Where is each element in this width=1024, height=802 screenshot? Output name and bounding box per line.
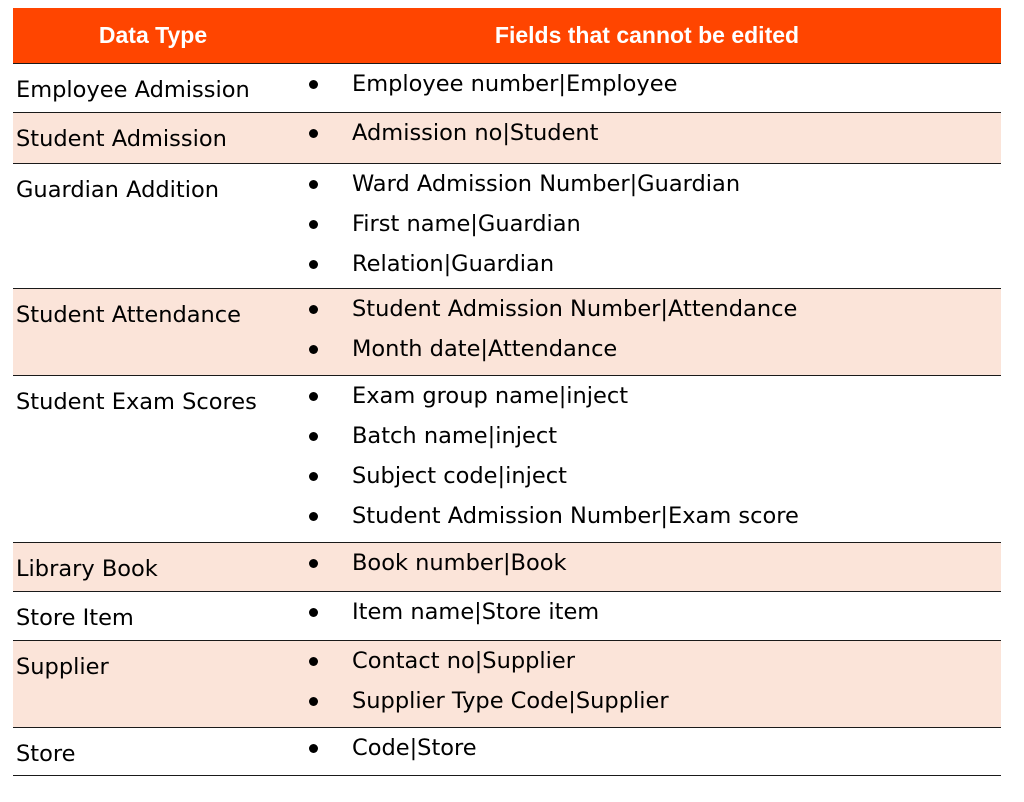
data-type-cell: Supplier [16,654,109,680]
fields-cell [293,64,1001,112]
field-list-item [293,164,1001,204]
field-list-item [293,376,1001,416]
field-name: Month date|Attendance [352,336,618,362]
field-list-item [293,329,1001,369]
bullet-icon [309,180,318,189]
table-row [13,113,1001,164]
bullet-icon [309,432,318,441]
field-list-item [293,64,1001,104]
table-row [13,641,1001,728]
bullet-icon [309,472,318,481]
bullet-icon [309,608,318,617]
bullet-icon [309,220,318,229]
bullet-icon [309,260,318,269]
data-type-cell: Student Admission [16,126,227,152]
bullet-icon [309,345,318,354]
fields-cell [293,592,1001,640]
field-name: Exam group name|inject [352,383,629,409]
field-name: Batch name|inject [352,423,558,449]
bullet-icon [309,697,318,706]
field-name: Employee number|Employee [352,71,678,97]
fields-table [13,8,1001,776]
fields-cell [293,728,1001,775]
field-name: Student Admission Number|Exam score [352,503,799,529]
bullet-icon [309,129,318,138]
fields-cell [293,113,1001,163]
field-name: Book number|Book [352,550,567,576]
fields-cell [293,376,1001,542]
field-name: Admission no|Student [352,120,599,146]
data-type-cell: Student Attendance [16,302,242,328]
table-header [13,8,1001,64]
table-row [13,376,1001,543]
field-list-item [293,592,1001,632]
bullet-icon [309,512,318,521]
fields-cell [293,164,1001,288]
data-type-cell: Library Book [16,556,158,582]
field-name: Relation|Guardian [352,251,555,277]
field-name: Contact no|Supplier [352,648,576,674]
field-list-item [293,496,1001,536]
table-row [13,728,1001,776]
field-name: First name|Guardian [352,211,581,237]
field-list-item [293,641,1001,681]
field-list-item [293,204,1001,244]
fields-cell [293,543,1001,591]
bullet-icon [309,392,318,401]
fields-cell [293,289,1001,375]
bullet-icon [309,305,318,314]
table-row [13,592,1001,641]
data-type-cell: Guardian Addition [16,177,219,203]
field-list-item [293,113,1001,153]
field-name: Subject code|inject [352,463,567,489]
data-type-cell: Store Item [16,605,134,631]
bullet-icon [309,744,318,753]
field-list-item [293,244,1001,284]
field-name: Code|Store [352,735,477,761]
data-type-cell: Employee Admission [16,77,250,103]
field-name: Item name|Store item [352,599,600,625]
table-row [13,543,1001,592]
table-row [13,289,1001,376]
field-list-item [293,681,1001,721]
bullet-icon [309,559,318,568]
data-type-cell: Store [16,741,76,767]
field-list-item [293,416,1001,456]
field-list-item [293,289,1001,329]
table-row [13,164,1001,289]
header-fields: Fields that cannot be edited [494,22,800,48]
fields-cell [293,641,1001,727]
header-data-type: Data Type [98,22,208,48]
field-name: Student Admission Number|Attendance [352,296,798,322]
field-list-item [293,456,1001,496]
field-name: Ward Admission Number|Guardian [352,171,741,197]
field-list-item [293,728,1001,768]
field-list-item [293,543,1001,583]
table-body [13,64,1001,776]
table-row [13,64,1001,113]
bullet-icon [309,657,318,666]
bullet-icon [309,80,318,89]
data-type-cell: Student Exam Scores [16,389,257,415]
field-name: Supplier Type Code|Supplier [352,688,669,714]
